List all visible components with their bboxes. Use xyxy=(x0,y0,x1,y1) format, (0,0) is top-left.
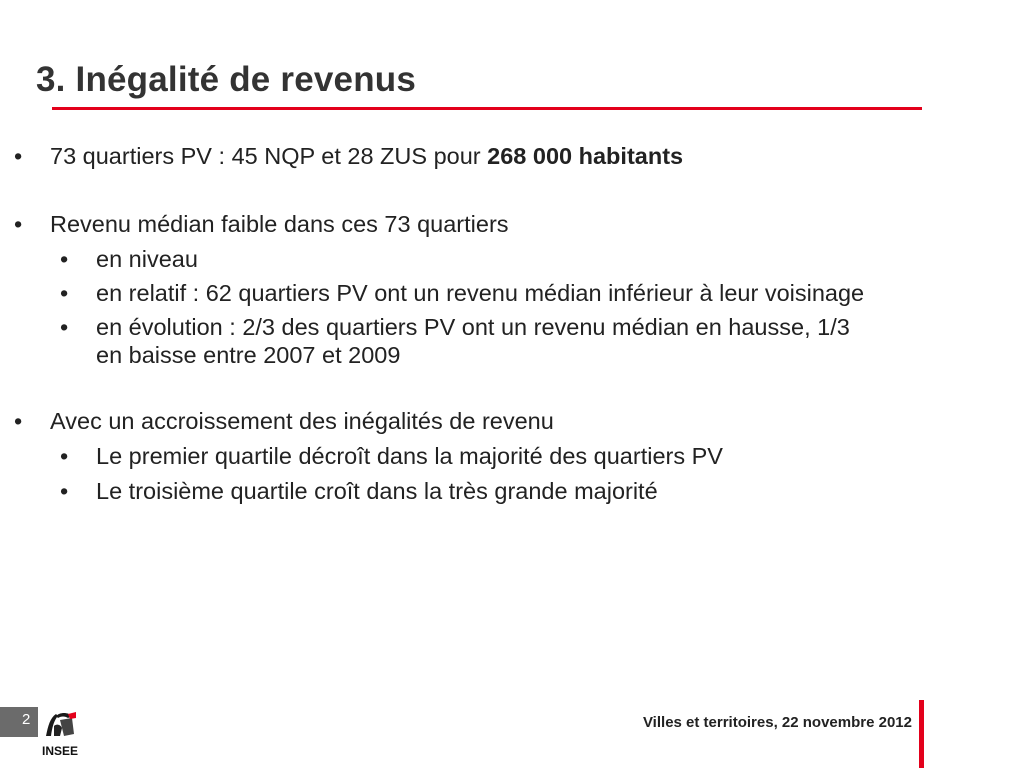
sub-bullet-marker: • xyxy=(60,280,69,306)
bullet-marker: • xyxy=(14,211,23,237)
sub-bullet-marker: • xyxy=(60,314,69,340)
bullet-text: Avec un accroissement des inégalités de revenu xyxy=(50,408,554,434)
sub-bullet-marker: • xyxy=(60,246,69,272)
footer-accent-bar xyxy=(919,700,924,768)
bullet-text: 73 quartiers PV : 45 NQP et 28 ZUS pour xyxy=(50,143,488,169)
bullet-item xyxy=(14,140,683,173)
sub-bullet-item xyxy=(60,243,198,276)
sub-bullet-text: en relatif : 62 quartiers PV ont un revenu médian inférieur à leur voisinage xyxy=(96,280,865,306)
sub-bullet-item xyxy=(60,277,864,310)
page-number-box xyxy=(0,707,38,737)
sub-bullet-text-continuation: en baisse entre 2007 et 2009 xyxy=(96,342,401,368)
bullet-marker: • xyxy=(14,408,23,434)
insee-logo xyxy=(38,706,82,758)
logo-wordmark: INSEE xyxy=(41,744,79,758)
bullet-text: Revenu médian faible dans ces 73 quartiers xyxy=(50,211,509,237)
bullet-marker: • xyxy=(14,143,23,169)
sub-bullet-item xyxy=(60,440,723,473)
bullet-item xyxy=(14,405,554,438)
bullet-item xyxy=(14,208,509,241)
sub-bullet-marker: • xyxy=(60,478,69,504)
sub-bullet-text: en niveau xyxy=(96,246,198,272)
page-number: 2 xyxy=(22,711,31,728)
slide-title: 3. Inégalité de revenus xyxy=(36,60,417,99)
sub-bullet-text: Le premier quartile décroît dans la majorité des quartiers PV xyxy=(96,443,723,469)
sub-bullet-marker: • xyxy=(60,443,69,469)
title-underline xyxy=(52,107,922,110)
sub-bullet-text: en évolution : 2/3 des quartiers PV ont un revenu médian en hausse, 1/3 xyxy=(96,314,850,340)
bullet-bold-text: 268 000 habitants xyxy=(487,143,684,169)
sub-bullet-text: Le troisième quartile croît dans la très grande majorité xyxy=(96,478,658,504)
footer-caption: Villes et territoires, 22 novembre 2012 xyxy=(642,714,912,731)
sub-bullet-item xyxy=(60,475,658,508)
